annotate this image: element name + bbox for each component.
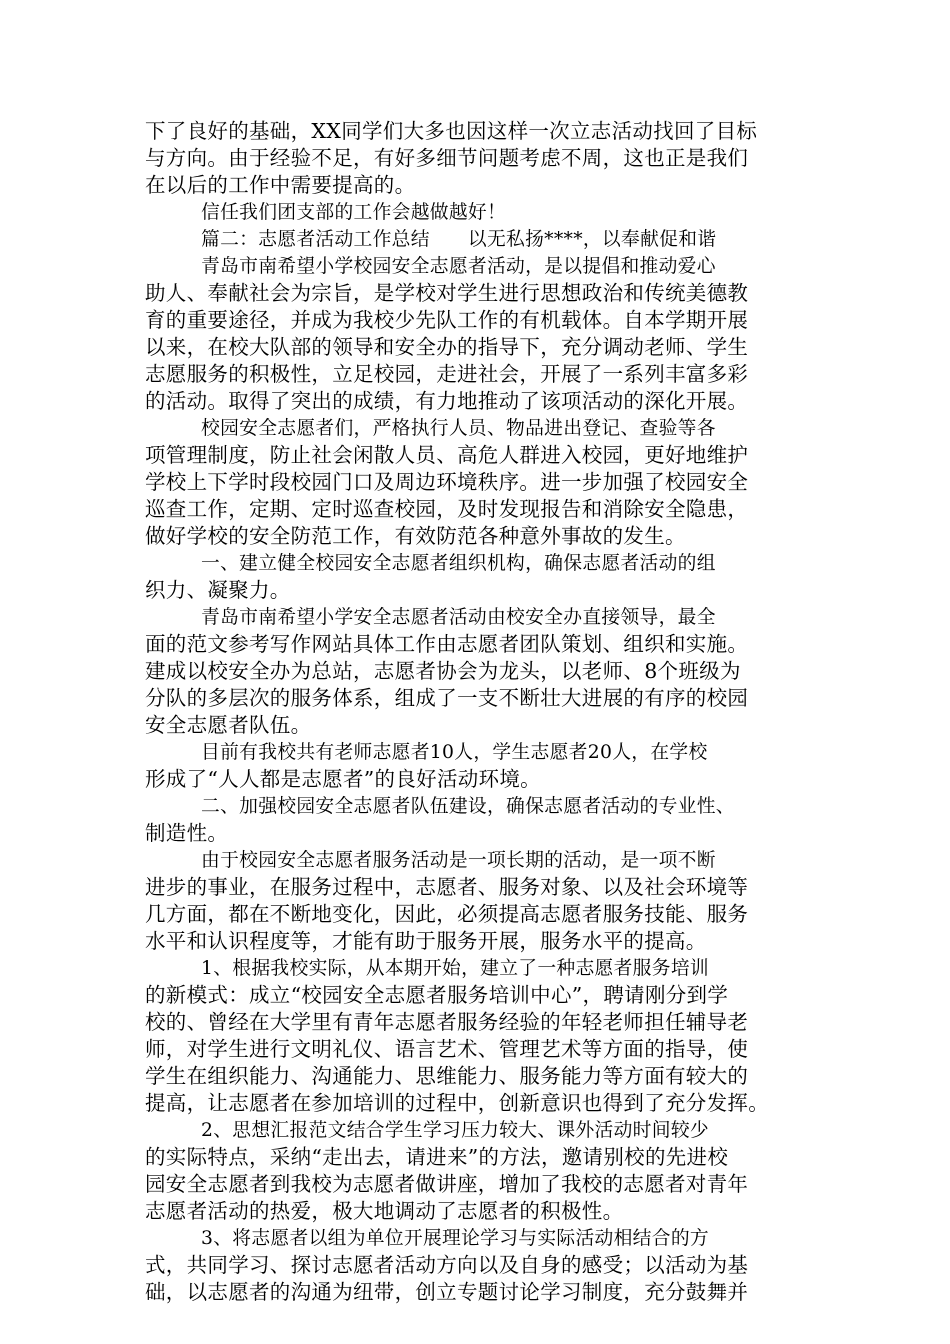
text-line: 3、将志愿者以组为单位开展理论学习与实际活动相结合的方 xyxy=(201,1228,709,1249)
text-line: 校的、曾经在大学里有青年志愿者服务经验的年轻老师担任辅导老 xyxy=(145,1010,749,1034)
text-line: 助人、奉献社会为宗旨，是学校对学生进行思想政治和传统美德教 xyxy=(145,281,749,305)
text-line: 形成了“人人都是志愿者”的良好活动环境。 xyxy=(145,767,541,791)
document-body xyxy=(145,118,815,1306)
text-line: 园安全志愿者到我校为志愿者做讲座，增加了我校的志愿者对青年 xyxy=(145,1172,749,1196)
text-line: 与方向。由于经验不足，有好多细节问题考虑不周，这也正是我们 xyxy=(145,146,749,170)
text-line: 制造性。 xyxy=(145,821,229,845)
text-line: 础，以志愿者的沟通为纽带，创立专题讨论学习制度，充分鼓舞并 xyxy=(145,1280,749,1304)
text-line: 面的范文参考写作网站具体工作由志愿者团队策划、组织和实施。 xyxy=(145,632,749,656)
text-line: 篇二：志愿者活动工作总结 以无私扬****，以奉献促和谐 xyxy=(201,229,717,250)
text-line: 建成以校安全办为总站，志愿者协会为龙头，以老师、8个班级为 xyxy=(145,659,741,683)
text-line: 1、根据我校实际，从本期开始，建立了一种志愿者服务培训 xyxy=(201,958,709,979)
text-line: 一、建立健全校园安全志愿者组织机构，确保志愿者活动的组 xyxy=(201,553,716,574)
text-line: 以来，在校大队部的领导和安全办的指导下，充分调动老师、学生 xyxy=(145,335,749,359)
text-line: 志愿服务的积极性，立足校园，走进社会，开展了一系列丰富多彩 xyxy=(145,362,749,386)
text-line: 的新模式：成立“校园安全志愿者服务培训中心”，聘请刚分到学 xyxy=(145,983,729,1007)
text-line: 师，对学生进行文明礼仪、语言艺术、管理艺术等方面的指导，使 xyxy=(145,1037,749,1061)
text-line: 几方面，都在不断地变化，因此，必须提高志愿者服务技能、服务 xyxy=(145,902,749,926)
text-line: 青岛市南希望小学安全志愿者活动由校安全办直接领导，最全 xyxy=(201,607,716,628)
text-line: 分队的多层次的服务体系，组成了一支不断壮大进展的有序的校园 xyxy=(145,686,749,710)
text-line: 做好学校的安全防范工作，有效防范各种意外事故的发生。 xyxy=(145,524,686,548)
text-line: 式，共同学习、探讨志愿者活动方向以及自身的感受；以活动为基 xyxy=(145,1253,749,1277)
text-line: 2、思想汇报范文结合学生学习压力较大、课外活动时间较少 xyxy=(201,1120,709,1141)
text-line: 学校上下学时段校园门口及周边环境秩序。进一步加强了校园安全 xyxy=(145,470,749,494)
text-line: 项管理制度，防止社会闲散人员、高危人群进入校园，更好地维护 xyxy=(145,443,749,467)
text-line: 水平和认识程度等，才能有助于服务开展，服务水平的提高。 xyxy=(145,929,707,953)
text-line: 进步的事业，在服务过程中，志愿者、服务对象、以及社会环境等 xyxy=(145,875,749,899)
text-line: 校园安全志愿者们，严格执行人员、物品进出登记、查验等各 xyxy=(201,418,716,439)
text-line: 巡查工作，定期、定时巡查校园，及时发现报告和消除安全隐患， xyxy=(145,497,749,521)
text-line: 的活动。取得了突出的成绩，有力地推动了该项活动的深化开展。 xyxy=(145,389,749,413)
text-line: 在以后的工作中需要提高的。 xyxy=(145,173,416,197)
text-line: 由于校园安全志愿者服务活动是一项长期的活动，是一项不断 xyxy=(201,850,716,871)
text-line: 二、加强校园安全志愿者队伍建设，确保志愿者活动的专业性、 xyxy=(201,796,735,817)
text-line: 的实际特点，采纳“走出去，请进来”的方法，邀请别校的先进校 xyxy=(145,1145,729,1169)
text-line: 下了良好的基础，XX同学们大多也因这样一次立志活动找回了目标 xyxy=(145,119,758,143)
text-line: 信任我们团支部的工作会越做越好！ xyxy=(201,202,507,223)
text-line: 学生在组织能力、沟通能力、思维能力、服务能力等方面有较大的 xyxy=(145,1064,749,1088)
text-line: 织力、凝聚力。 xyxy=(145,578,291,602)
text-line: 目前有我校共有老师志愿者10人，学生志愿者20人，在学校 xyxy=(201,742,708,763)
text-line: 志愿者活动的热爱，极大地调动了志愿者的积极性。 xyxy=(145,1199,624,1223)
text-line: 安全志愿者队伍。 xyxy=(145,713,312,737)
text-line: 提高，让志愿者在参加培训的过程中，创新意识也得到了充分发挥。 xyxy=(145,1091,769,1115)
text-line: 青岛市南希望小学校园安全志愿者活动，是以提倡和推动爱心 xyxy=(201,256,716,277)
text-line: 育的重要途径，并成为我校少先队工作的有机载体。自本学期开展 xyxy=(145,308,749,332)
